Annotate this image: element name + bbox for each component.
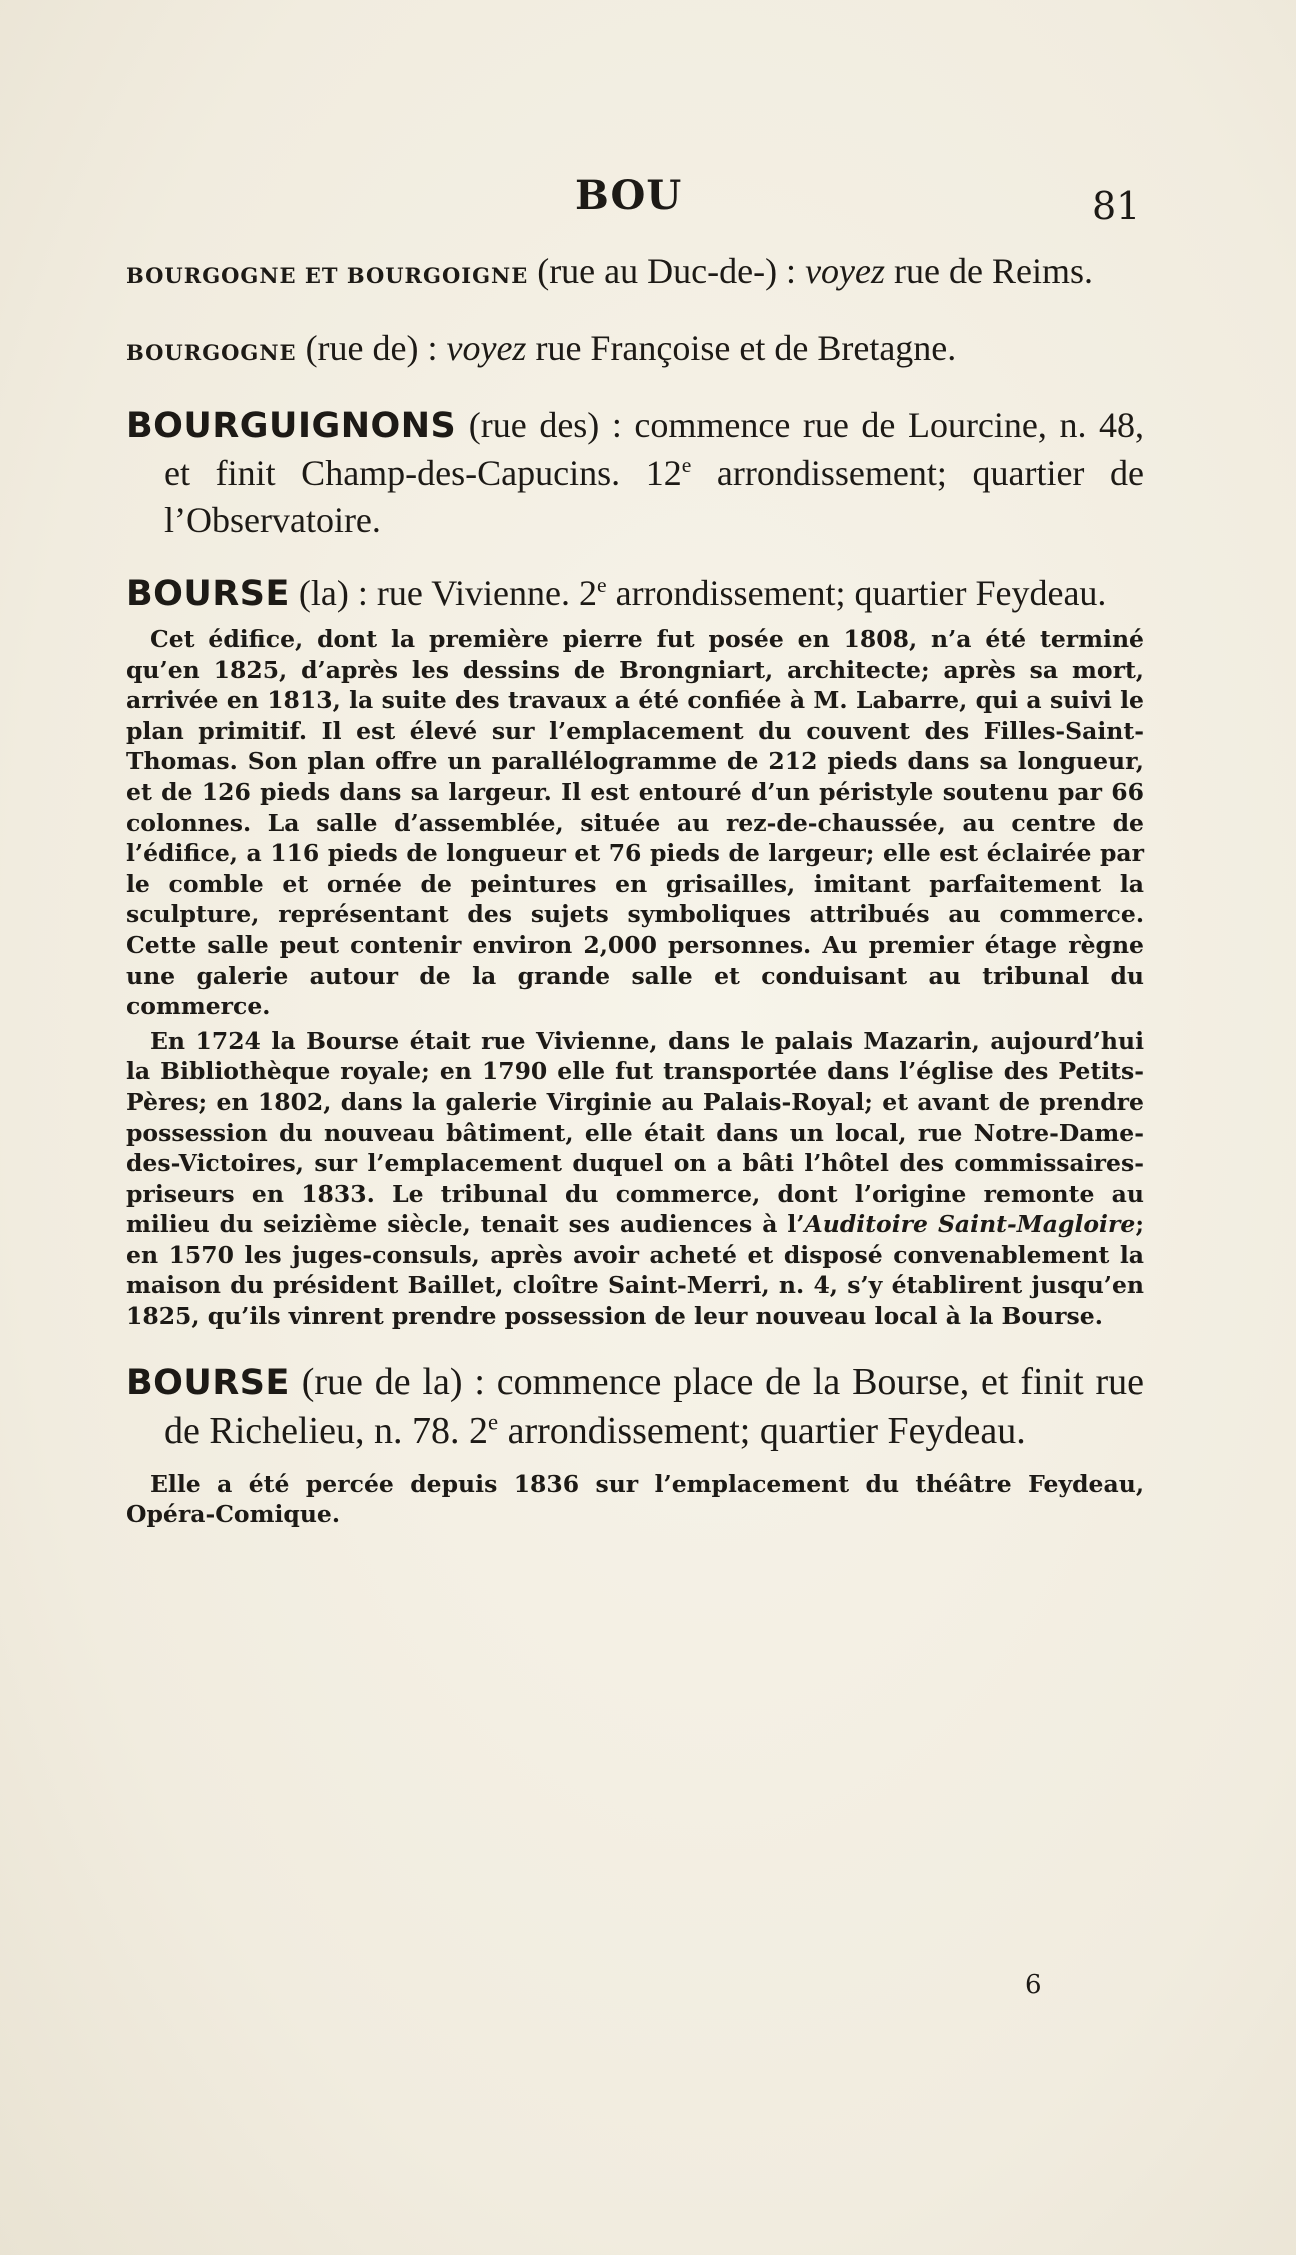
dictionary-entries [126, 248, 1144, 1534]
entry-headword: BOURSE [126, 1362, 290, 1403]
running-header [0, 168, 1296, 228]
entry-text: rue Françoise et de Bretagne. [526, 328, 957, 368]
signature-mark: 6 [1025, 1970, 1042, 2000]
note-text: ; en 1570 les juges-consuls, après avoir acheté et disposé convenablement la maison du président Baillet, cloître Saint-Merri, n. 4, s’y établirent jusqu’en 1825, qu’ils vinrent prendre possession de leur nouveau local à la Bourse. [126, 1210, 1144, 1331]
note-bourse-building: Cet édifice, dont la première pierre fut posée en 1808, n’a été terminé qu’en 1825, d’après les dessins de Brongniart, architecte; après sa mort, arrivée en 1813, la suite des travaux a été confiée à M. Labarre, qui a suivi le plan primitif. Il est élevé sur l’emplacement du couvent des Filles-Saint-Thomas. Son plan offre un parallélogramme de 212 pieds dans sa longueur, et de 126 pieds dans sa largeur. Il est entouré d’un péristyle soutenu par 66 colonnes. La salle d’assemblée, située au rez-de-chaussée, au centre de l’édifice, a 116 pieds de longueur et 76 pieds de largeur; elle est éclairée par le comble et ornée de peintures en grisailles, imitant parfaitement la sculpture, représentant des sujets symboliques attribués au commerce. Cette salle peut contenir environ 2,000 personnes. Au premier étage règne une galerie autour de la grande salle et conduisant au tribunal du commerce. [126, 625, 1144, 1021]
entry-text: arrondissement; quartier de l’Observatoire. [164, 453, 1144, 540]
entry-bourguignons [126, 402, 1144, 544]
page-number: 81 [1092, 184, 1141, 228]
entry-text: (la) : rue Vivienne. 2 [289, 573, 597, 613]
entry-text: (rue au Duc-de-) : [528, 251, 806, 291]
entry-headword: BOURGOGNE ET BOURGOIGNE [126, 263, 529, 288]
entry-voyez: voyez [805, 251, 886, 291]
entry-bourgogne-et-bourgoigne [126, 248, 1144, 299]
entry-headword: BOURGOGNE [126, 340, 297, 365]
entry-text: rue de Reims. [885, 251, 1093, 291]
entry-headword: BOURGUIGNONS [126, 406, 457, 446]
entry-text: arrondissement; quartier Feydeau. [606, 573, 1107, 613]
entry-bourse [126, 570, 1144, 618]
entry-superscript: e [597, 573, 607, 597]
entry-bourgogne [126, 325, 1144, 376]
note-italic: Auditoire Saint-Magloire [804, 1210, 1136, 1239]
entry-superscript: e [681, 453, 692, 477]
note-rue-bourse: Elle a été percée depuis 1836 sur l’emplacement du théâtre Feydeau, Opéra-Comique. [126, 1469, 1144, 1529]
note-text: En 1724 la Bourse était rue Vivienne, dans le palais Mazarin, aujourd’hui la Bibliothèque royale; en 1790 elle fut transportée dans l’église des Petits-Pères; en 1802, dans la galerie Virginie au Palais-Royal; et avant de prendre possession du nouveau bâtiment, elle était dans un local, rue Notre-Dame-des-Victoires, sur l’emplacement duquel on a bâti l’hôtel des commissaires-priseurs en 1833. Le tribunal du commerce, dont l’origine remonte au milieu du seizième siècle, tenait ses audiences à l’ [126, 1026, 1144, 1239]
entry-text: (rue de) : [296, 328, 447, 368]
entry-rue-de-la-bourse [126, 1358, 1144, 1455]
entry-voyez: voyez [446, 328, 527, 368]
entry-headword: BOURSE [126, 574, 290, 614]
note-bourse-history [126, 1026, 1144, 1332]
entry-text: arrondissement; quartier Feydeau. [498, 1409, 1026, 1452]
entry-superscript: e [487, 1409, 499, 1434]
entry-text: (rue de la) : commence place de la Bourse, et finit rue de Richelieu, n. 78. 2 [164, 1360, 1144, 1452]
entry-text: (rue des) : commence rue de Lourcine, n. 48, et finit Champ-des-Capucins. 12 [164, 405, 1144, 493]
running-head-word: BOU [575, 172, 683, 219]
